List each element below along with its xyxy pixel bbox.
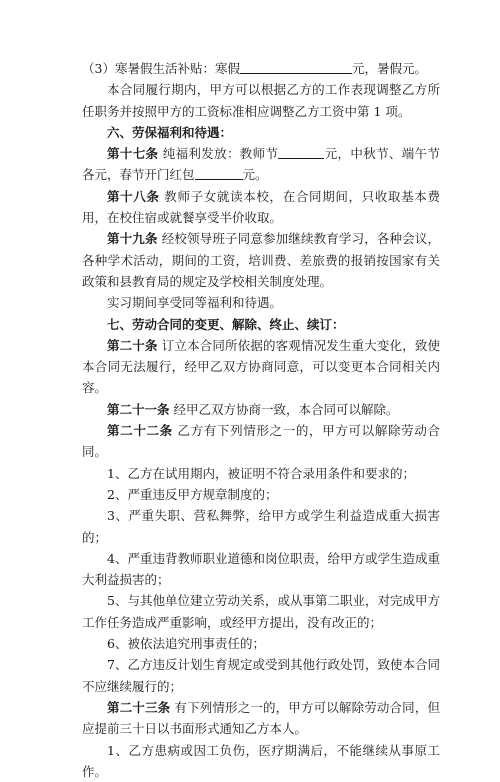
section-six-heading: 六、劳保福利和待遇：: [82, 122, 440, 143]
article-19-label: 第十九条: [107, 231, 158, 246]
article-19: [82, 228, 440, 292]
article-23-label: 第二十三条: [107, 700, 170, 715]
article-22-item: 5、与其他单位建立劳动关系，或从事第二职业，对完成甲方工作任务造成严重影响，或经甲方提出，没有改正的；: [82, 590, 440, 633]
article-21-text: 经甲乙双方协商一致，本合同可以解除。: [174, 402, 399, 417]
article-22: [82, 420, 440, 463]
article-17-suffix: 元。: [243, 167, 268, 182]
spring-bonus-blank: [195, 167, 243, 180]
article-23: [82, 697, 440, 740]
article-22-item: 4、严重违背教师职业道德和岗位职责，给甲方或学生造成重大利益损害的；: [82, 548, 440, 591]
article-22-label: 第二十二条: [107, 423, 173, 438]
article-22-text: 乙方有下列情形之一的，甲方可以解除劳动合同。: [82, 423, 440, 459]
internship-paragraph: 实习期间享受同等福利和待遇。: [82, 292, 440, 313]
article-20-text: 订立本合同所依据的客观情况发生重大变化，致使本合同无法履行，经甲乙双方协商同意，可以变更本合同相关内容。: [82, 338, 440, 396]
article-19-text: 经校领导班子同意参加继续教育学习，各种会议，各种学术活动，期间的工资，培训费、差旅费的报销按国家有关政策和县教育局的规定及学校相关制度处理。: [82, 231, 440, 289]
article-20: [82, 335, 440, 399]
teachers-day-blank: [278, 146, 324, 159]
article-17-prefix: 纯福利发放：教师节: [163, 146, 279, 161]
article-22-item: 6、被依法追究刑事责任的；: [82, 633, 440, 654]
allowance-prefix: （3）寒暑假生活补贴：寒假: [82, 61, 240, 76]
winter-summer-allowance-clause: [82, 58, 440, 79]
article-20-label: 第二十条: [107, 338, 158, 353]
article-22-item: 1、乙方在试用期内，被证明不符合录用条件和要求的；: [82, 463, 440, 484]
allowance-mid: 元，暑假: [352, 61, 402, 76]
article-22-item: 2、严重违反甲方规章制度的；: [82, 484, 440, 505]
article-17-mid: 元，中秋节、端午节各元，春节开门红包: [82, 146, 440, 182]
article-22-item: 7、乙方违反计划生育规定或受到其他行政处罚，致使本合同不应继续履行的；: [82, 654, 440, 697]
article-17-label: 第十七条: [107, 146, 158, 161]
article-21: [82, 399, 440, 420]
article-22-item: 3、严重失职、营私舞弊，给甲方或学生利益造成重大损害的；: [82, 505, 440, 548]
allowance-suffix: 元。: [402, 61, 427, 76]
article-21-label: 第二十一条: [107, 402, 170, 417]
winter-amount-blank: [240, 61, 352, 74]
article-18-text: 教师子女就读本校，在合同期间，只收取基本费用，在校住宿或就餐享受半价收取。: [82, 189, 440, 225]
article-18: [82, 186, 440, 229]
salary-adjustment-paragraph: 本合同履行期内，甲方可以根据乙方的工作表现调整乙方所任职务并按照甲方的工资标准相应调整乙方工资中第 1 项。: [82, 79, 440, 122]
section-seven-heading: 七、劳动合同的变更、解除、终止、续订：: [82, 314, 440, 335]
article-23-item: 1、乙方患病或因工负伤，医疗期满后，不能继续从事原工作。: [82, 740, 440, 782]
article-18-label: 第十八条: [107, 189, 160, 204]
article-17: [82, 143, 440, 186]
article-23-text: 有下列情形之一的，甲方可以解除劳动合同，但应提前三十日以书面形式通知乙方本人。: [82, 700, 440, 736]
